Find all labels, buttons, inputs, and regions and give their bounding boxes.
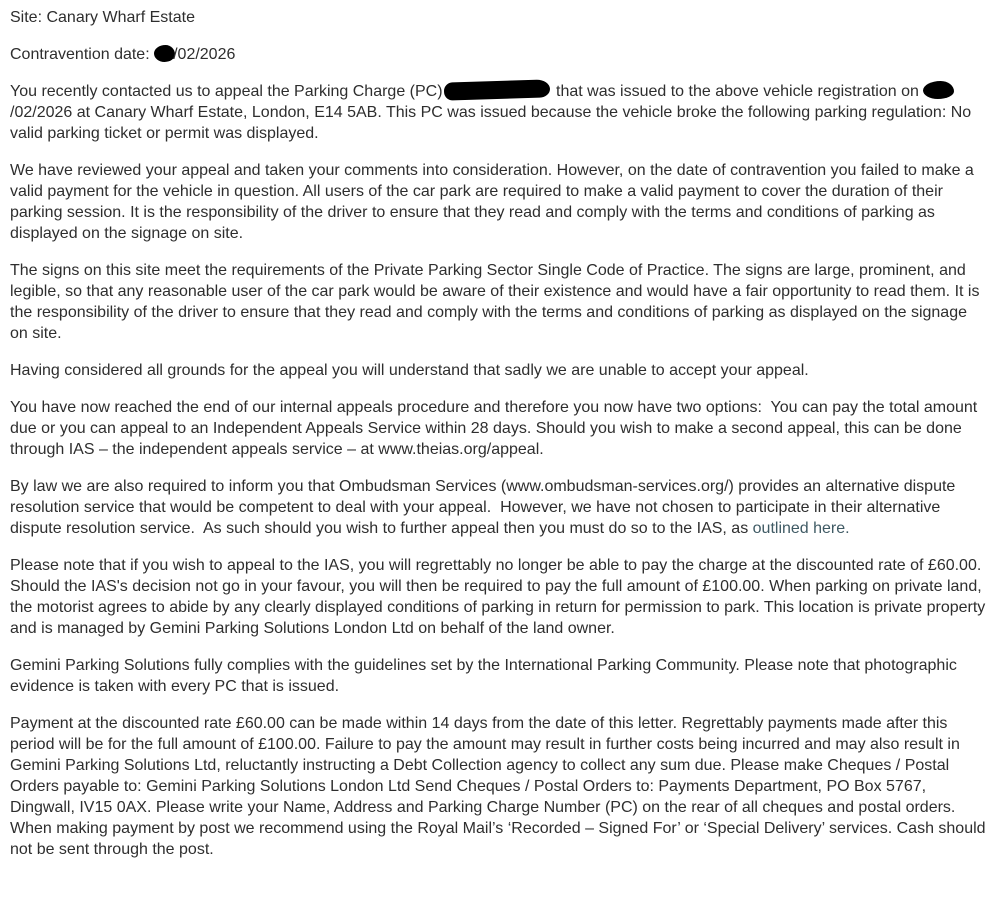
paragraph-appeal-review: We have reviewed your appeal and taken your comments into consideration. However, on the date of contravention you failed to make a valid payment for the vehicle in question. All users of the car park are required to make a valid payment to cover the duration of their parking session. It is the responsibility of the driver to ensure that they read and comply with the terms and conditions of parking as displayed on the signage on site. [10, 162, 979, 242]
paragraph-compliance: Gemini Parking Solutions fully complies with the guidelines set by the International Parking Community. Please note that photographic evidence is taken with every PC that is issued. [10, 657, 962, 695]
ombudsman-text: By law we are also required to inform you that Ombudsman Services (www.ombudsman-services.org/) provides an alternative dispute resolution service that would be competent to deal with your appeal. However, we have not chosen to participate in their alternative dispute resolution service. As such should you wish to further appeal then you must do so to the IAS, as [10, 478, 960, 537]
intro-text-after-date: /02/2026 at Canary Wharf Estate, London, E14 5AB. This PC was issued because the vehicle broke the following parking regulation: No valid parking ticket or permit was displayed. [10, 104, 976, 142]
paragraph-appeal-intro [10, 81, 988, 144]
intro-text-after-pc: that was issued to the above vehicle registration on [551, 83, 924, 100]
paragraph-signage: The signs on this site meet the requirements of the Private Parking Sector Single Code of Practice. The signs are large, prominent, and legible, so that any reasonable user of the car park would be aware of their existence and would have a fair opportunity to read them. It is the responsibility of the driver to ensure that they read and comply with the terms and conditions of parking as displayed on the signage on site. [10, 262, 984, 342]
redaction-pc-number [443, 79, 550, 100]
paragraph-payment-instructions: Payment at the discounted rate £60.00 can be made within 14 days from the date of this letter. Regrettably payments made after this period will be for the full amount of £100.00. Failure to pay the amount may result in further costs being incurred and may also result in Gemini Parking Solutions Ltd, reluctantly instructing a Debt Collection agency to collect any sum due. Please make Cheques / Postal Orders payable to: Gemini Parking Solutions London Ltd Send Cheques / Postal Orders to: Payments Department, PO Box 5767, Dingwall, IV15 0AX. Please write your Name, Address and Parking Charge Number (PC) on the rear of all cheques and postal orders. When making payment by post we recommend using the Royal Mail’s ‘Recorded – Signed For’ or ‘Special Delivery’ services. Cash should not be sent through the post. [10, 715, 991, 858]
redaction-issue-day [923, 81, 954, 99]
contravention-date-text: /02/2026 [173, 46, 236, 63]
paragraph-ombudsman [10, 476, 988, 539]
contravention-label: Contravention date: [10, 46, 155, 63]
site-text: Site: Canary Wharf Estate [10, 9, 195, 26]
site-line [10, 7, 988, 28]
paragraph-ias-charges: Please note that if you wish to appeal to the IAS, you will regrettably no longer be able to pay the charge at the discounted rate of £60.00. Should the IAS's decision not go in your favour, you will then be required to pay the full amount of £100.00. When parking on private land, the motorist agrees to abide by any clearly displayed conditions of parking in return for permission to park. This location is private property and is managed by Gemini Parking Solutions London Ltd on behalf of the land owner. [10, 557, 990, 637]
contravention-date-line [10, 44, 988, 65]
paragraph-decision: Having considered all grounds for the appeal you will understand that sadly we are unable to accept your appeal. [10, 362, 809, 379]
paragraph-options: You have now reached the end of our internal appeals procedure and therefore you now have two options: You can pay the total amount due or you can appeal to an Independent Appeals Service within 28 days. Should you wish to make a second appeal, this can be done through IAS – the independent appeals service – at www.theias.org/appeal. [10, 399, 982, 458]
outlined-here-link[interactable]: outlined here. [752, 520, 850, 537]
intro-text-before-pc: You recently contacted us to appeal the Parking Charge (PC) [10, 83, 443, 100]
redaction-contravention-day [154, 45, 175, 62]
